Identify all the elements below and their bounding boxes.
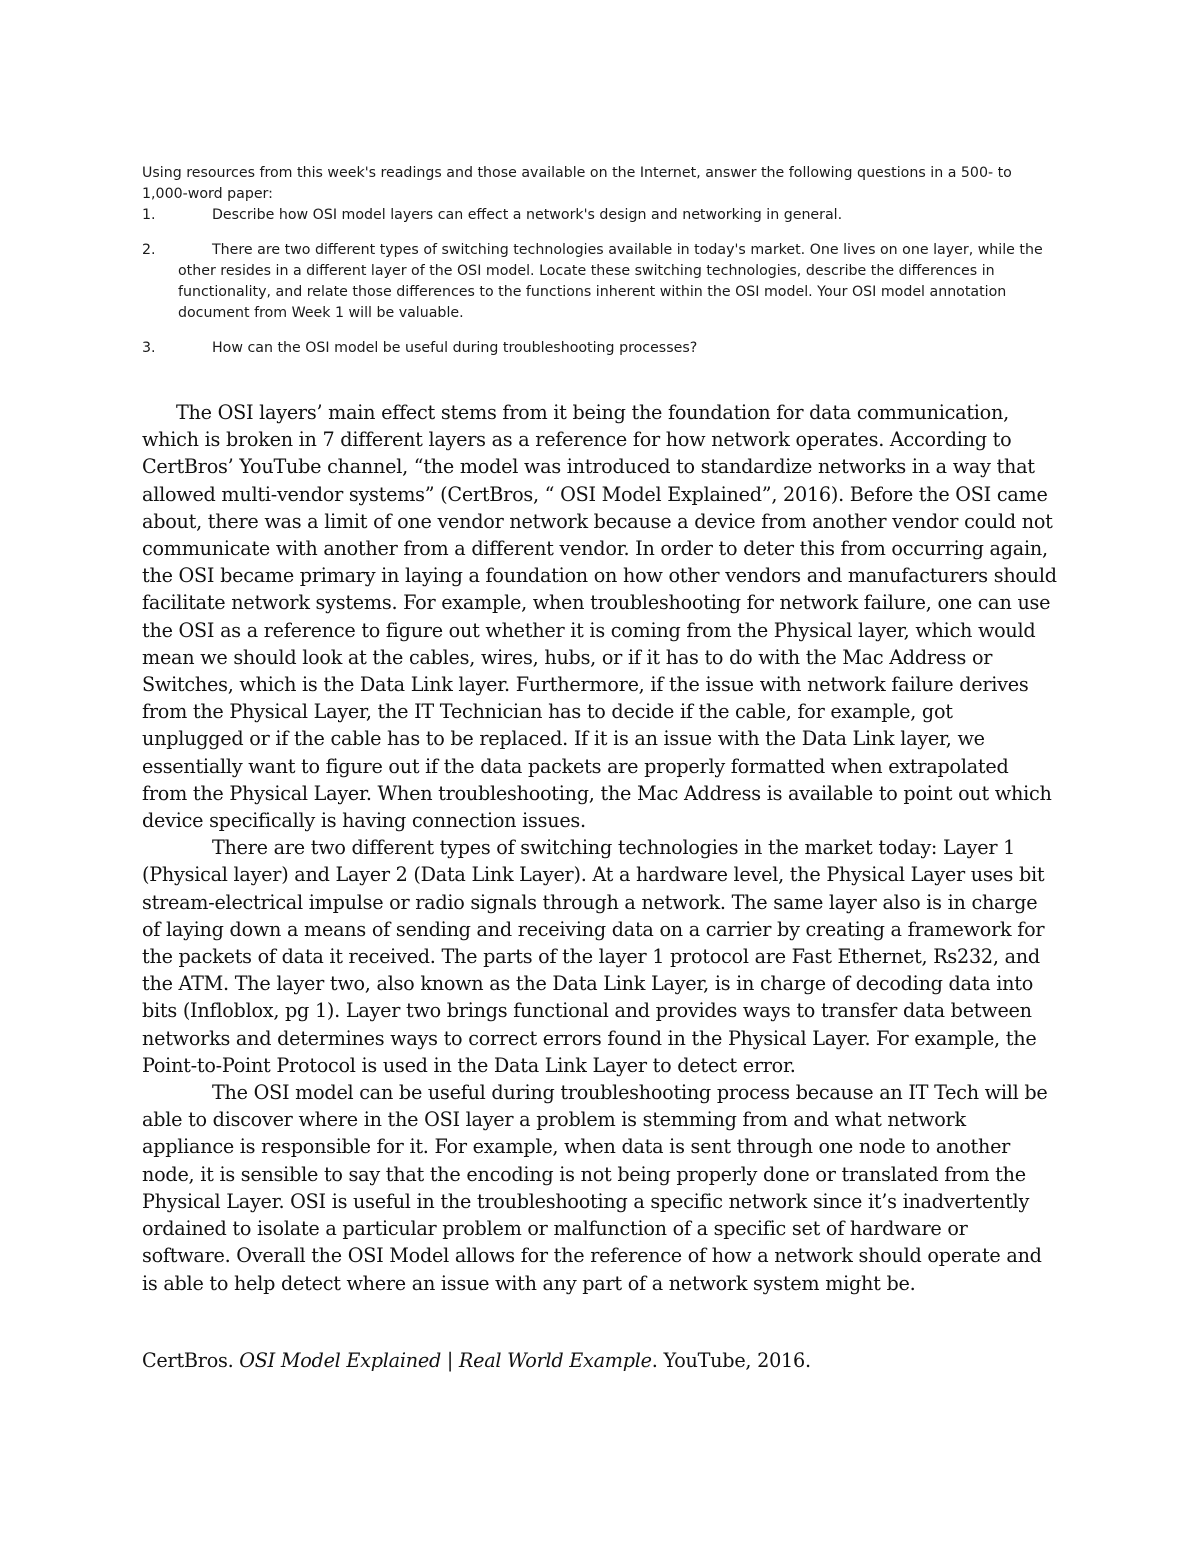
- question-number: 1.: [142, 207, 156, 223]
- prompt-intro: Using resources from this week's readings and those available on the Internet, answer the following questions in a 500- to 1,000-word paper:: [142, 165, 1012, 202]
- essay-paragraph: There are two different types of switching technologies in the market today: Layer 1 (Physical layer) and Layer 2 (Data Link Layer). At a hardware level, the Physical Layer uses bit stream-electrical impulse or radio signals through a network. The same layer also is in charge of laying down a means of sending and receiving data on a carrier by creating a framework for the packets of data it received. The parts of the layer 1 protocol are Fast Ethernet, Rs232, and the ATM. The layer two, also known as the Data Link Layer, is in charge of decoding data into bits (Infloblox, pg 1). Layer two brings functional and provides ways to transfer data between networks and determines ways to correct errors found in the Physical Layer. For example, the Point-to-Point Protocol is used in the Data Link Layer to detect error.: [142, 836, 1045, 1077]
- question-text: How can the OSI model be useful during troubleshooting processes?: [212, 340, 698, 356]
- essay-paragraph: The OSI layers’ main effect stems from it being the foundation for data communication, which is broken in 7 different layers as a reference for how network operates. According to CertBros’ YouTube channel, “the model was introduced to standardize networks in a way that allowed multi-vendor systems” (CertBros, “ OSI Model Explained”, 2016). Before the OSI came about, there was a limit of one vendor network because a device from another vendor could not communicate with another from a different vendor. In order to deter this from occurring again, the OSI became primary in laying a foundation on how other vendors and manufacturers should facilitate network systems. For example, when troubleshooting for network failure, one can use the OSI as a reference to figure out whether it is coming from the Physical layer, which would mean we should look at the cables, wires, hubs, or if it has to do with the Mac Address or Switches, which is the Data Link layer. Furthermore, if the issue with network failure derives from the Physical Layer, the IT Technician has to decide if the cable, for example, got unplugged or if the cable has to be replaced. If it is an issue with the Data Link layer, we essentially want to figure out if the data packets are properly formatted when extrapolated from the Physical Layer. When troubleshooting, the Mac Address is available to point out which device specifically is having connection issues.: [142, 401, 1057, 833]
- essay-body: [142, 399, 1057, 1297]
- citation-author: CertBros.: [142, 1349, 240, 1372]
- question-item: [142, 338, 1057, 359]
- question-item: [142, 240, 1057, 324]
- citation-title: OSI Model Explained | Real World Example: [239, 1349, 652, 1372]
- question-item: [142, 205, 1057, 226]
- question-number: 2.: [142, 242, 156, 258]
- question-number: 3.: [142, 340, 156, 356]
- essay-paragraph: The OSI model can be useful during troubleshooting process because an IT Tech will be able to discover where in the OSI layer a problem is stemming from and what network appliance is responsible for it. For example, when data is sent through one node to another node, it is sensible to say that the encoding is not being properly done or translated from the Physical Layer. OSI is useful in the troubleshooting a specific network since it’s inadvertently ordained to isolate a particular problem or malfunction of a specific set of hardware or software. Overall the OSI Model allows for the reference of how a network should operate and is able to help detect where an issue with any part of a network system might be.: [142, 1081, 1048, 1295]
- question-text: There are two different types of switching technologies available in today's market. One lives on one layer, while the other resides in a different layer of the OSI model. Locate these switching technologies, describe the differences in functionality, and relate those differences to the functions inherent within the OSI model. Your OSI model annotation document from Week 1 will be valuable.: [178, 242, 1043, 321]
- reference-citation: [142, 1347, 1057, 1374]
- assignment-prompt: [142, 163, 1057, 359]
- question-text: Describe how OSI model layers can effect a network's design and networking in general.: [212, 207, 843, 223]
- citation-source: . YouTube, 2016.: [651, 1349, 811, 1372]
